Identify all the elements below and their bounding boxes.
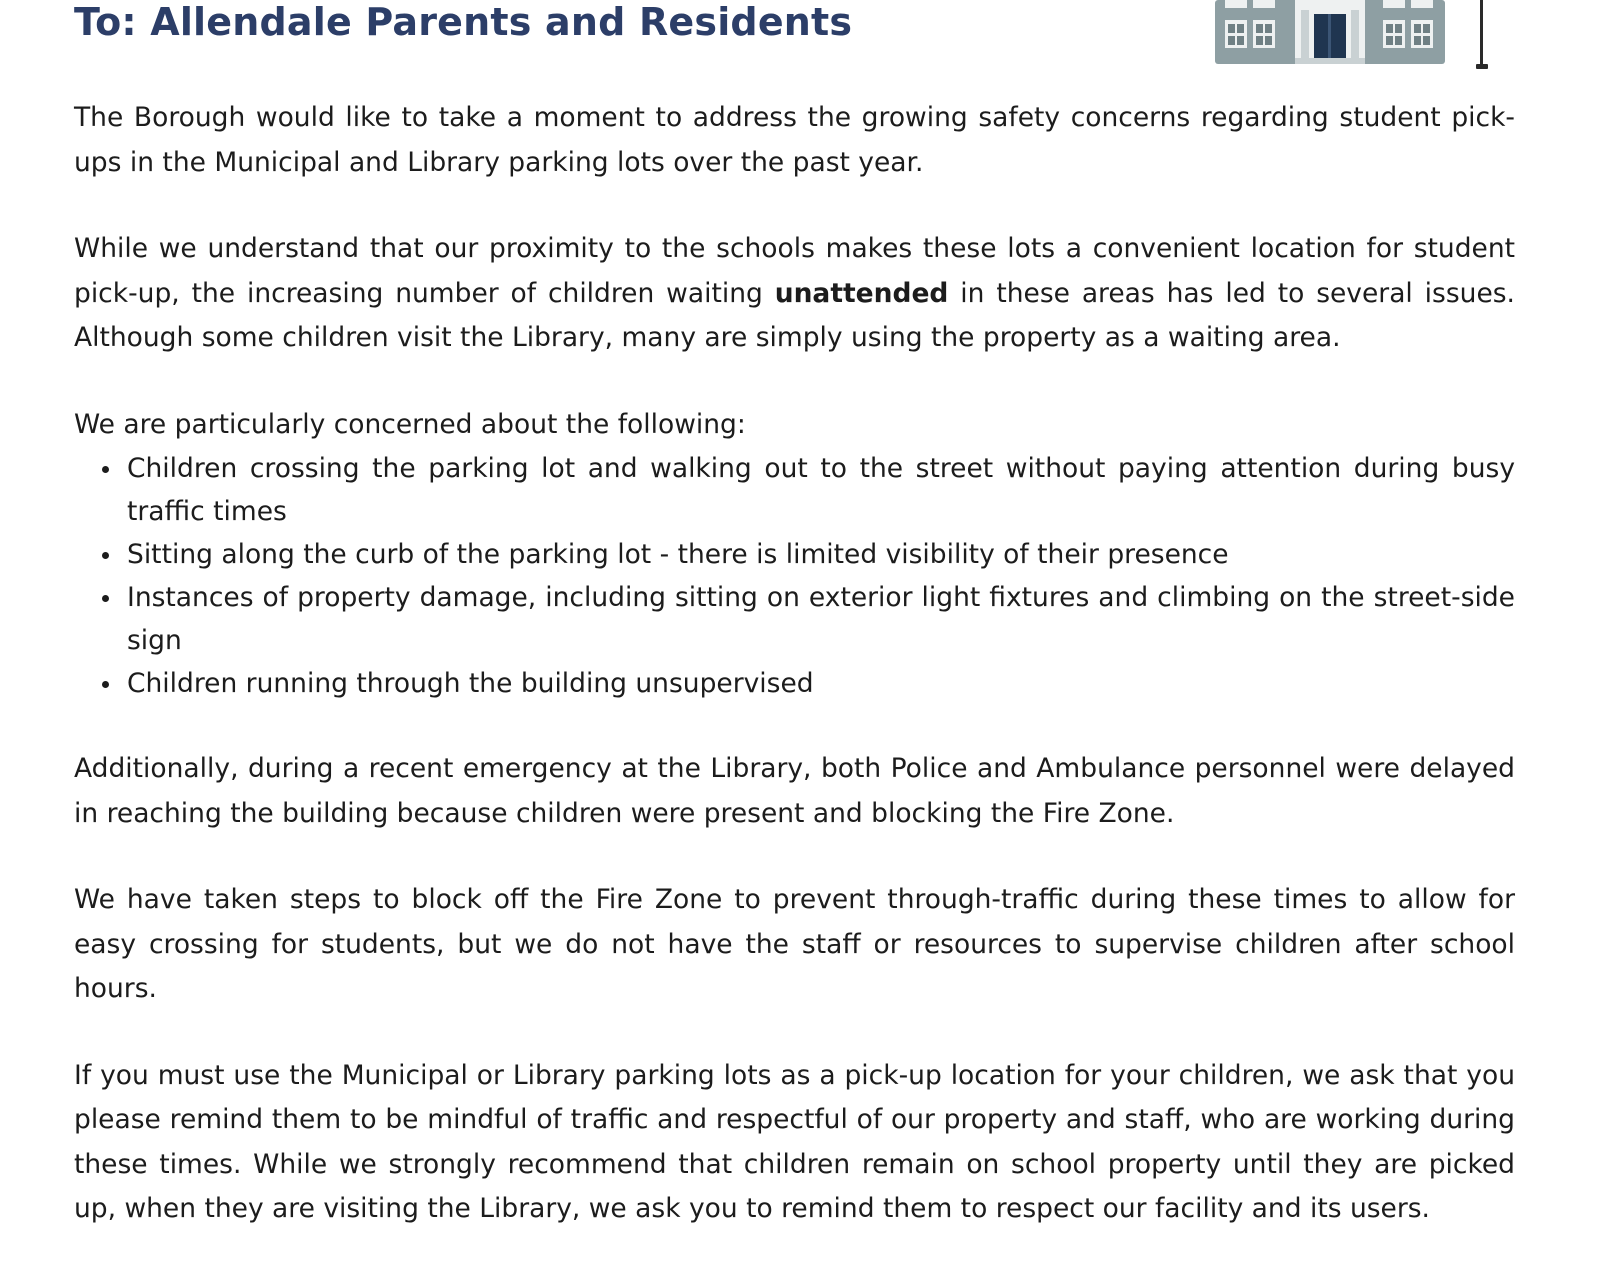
letter-heading: To: Allendale Parents and Residents [74,0,853,44]
proximity-paragraph [74,227,1515,361]
concern-item: Children crossing the parking lot and walking out to the street without paying attention during busy traffic times [127,447,1515,533]
unattended-emphasis: unattended [774,277,949,309]
concerns-list [74,447,1515,705]
intro-paragraph: The Borough would like to take a moment to address the growing safety concerns regarding student pick-ups in the Municipal and Library parking lots over the past year. [74,102,1515,178]
municipal-building-icon [1215,0,1445,66]
steps-paragraph: We have taken steps to block off the Fire Zone to prevent through-traffic during these times to allow for easy crossing for students, but we do not have the staff or resources to supervise children after school hours. [74,884,1515,1004]
proximity-text-end: in these areas has led to several issues. Although some children visit the Library, many are simply using the property as a waiting area. [74,277,1515,353]
concern-item: Instances of property damage, including sitting on exterior light fixtures and climbing on the street-side sign [127,576,1515,662]
letter-body [74,96,1515,1274]
proximity-text-start: While we understand that our proximity to the schools makes these lots a convenient location for student pick-up, the increasing number of children waiting [74,233,1515,309]
concerns-intro: We are particularly concerned about the following: [74,408,746,440]
request-paragraph: If you must use the Municipal or Library parking lots as a pick-up location for your children, we ask that you please remind them to be mindful of traffic and respectful of our property and staff, who are working during these times. While we strongly recommend that children remain on school property until they are picked up, when they are visiting the Library, we ask you to remind them to respect our facility and its users. [74,1059,1515,1224]
emergency-paragraph: Additionally, during a recent emergency at the Library, both Police and Ambulance personnel were delayed in reaching the building because children were present and blocking the Fire Zone. [74,753,1515,829]
concern-item: Children running through the building unsupervised [127,662,1515,705]
street-lamp-icon [1476,0,1488,72]
concern-item: Sitting along the curb of the parking lot - there is limited visibility of their presence [127,533,1515,576]
